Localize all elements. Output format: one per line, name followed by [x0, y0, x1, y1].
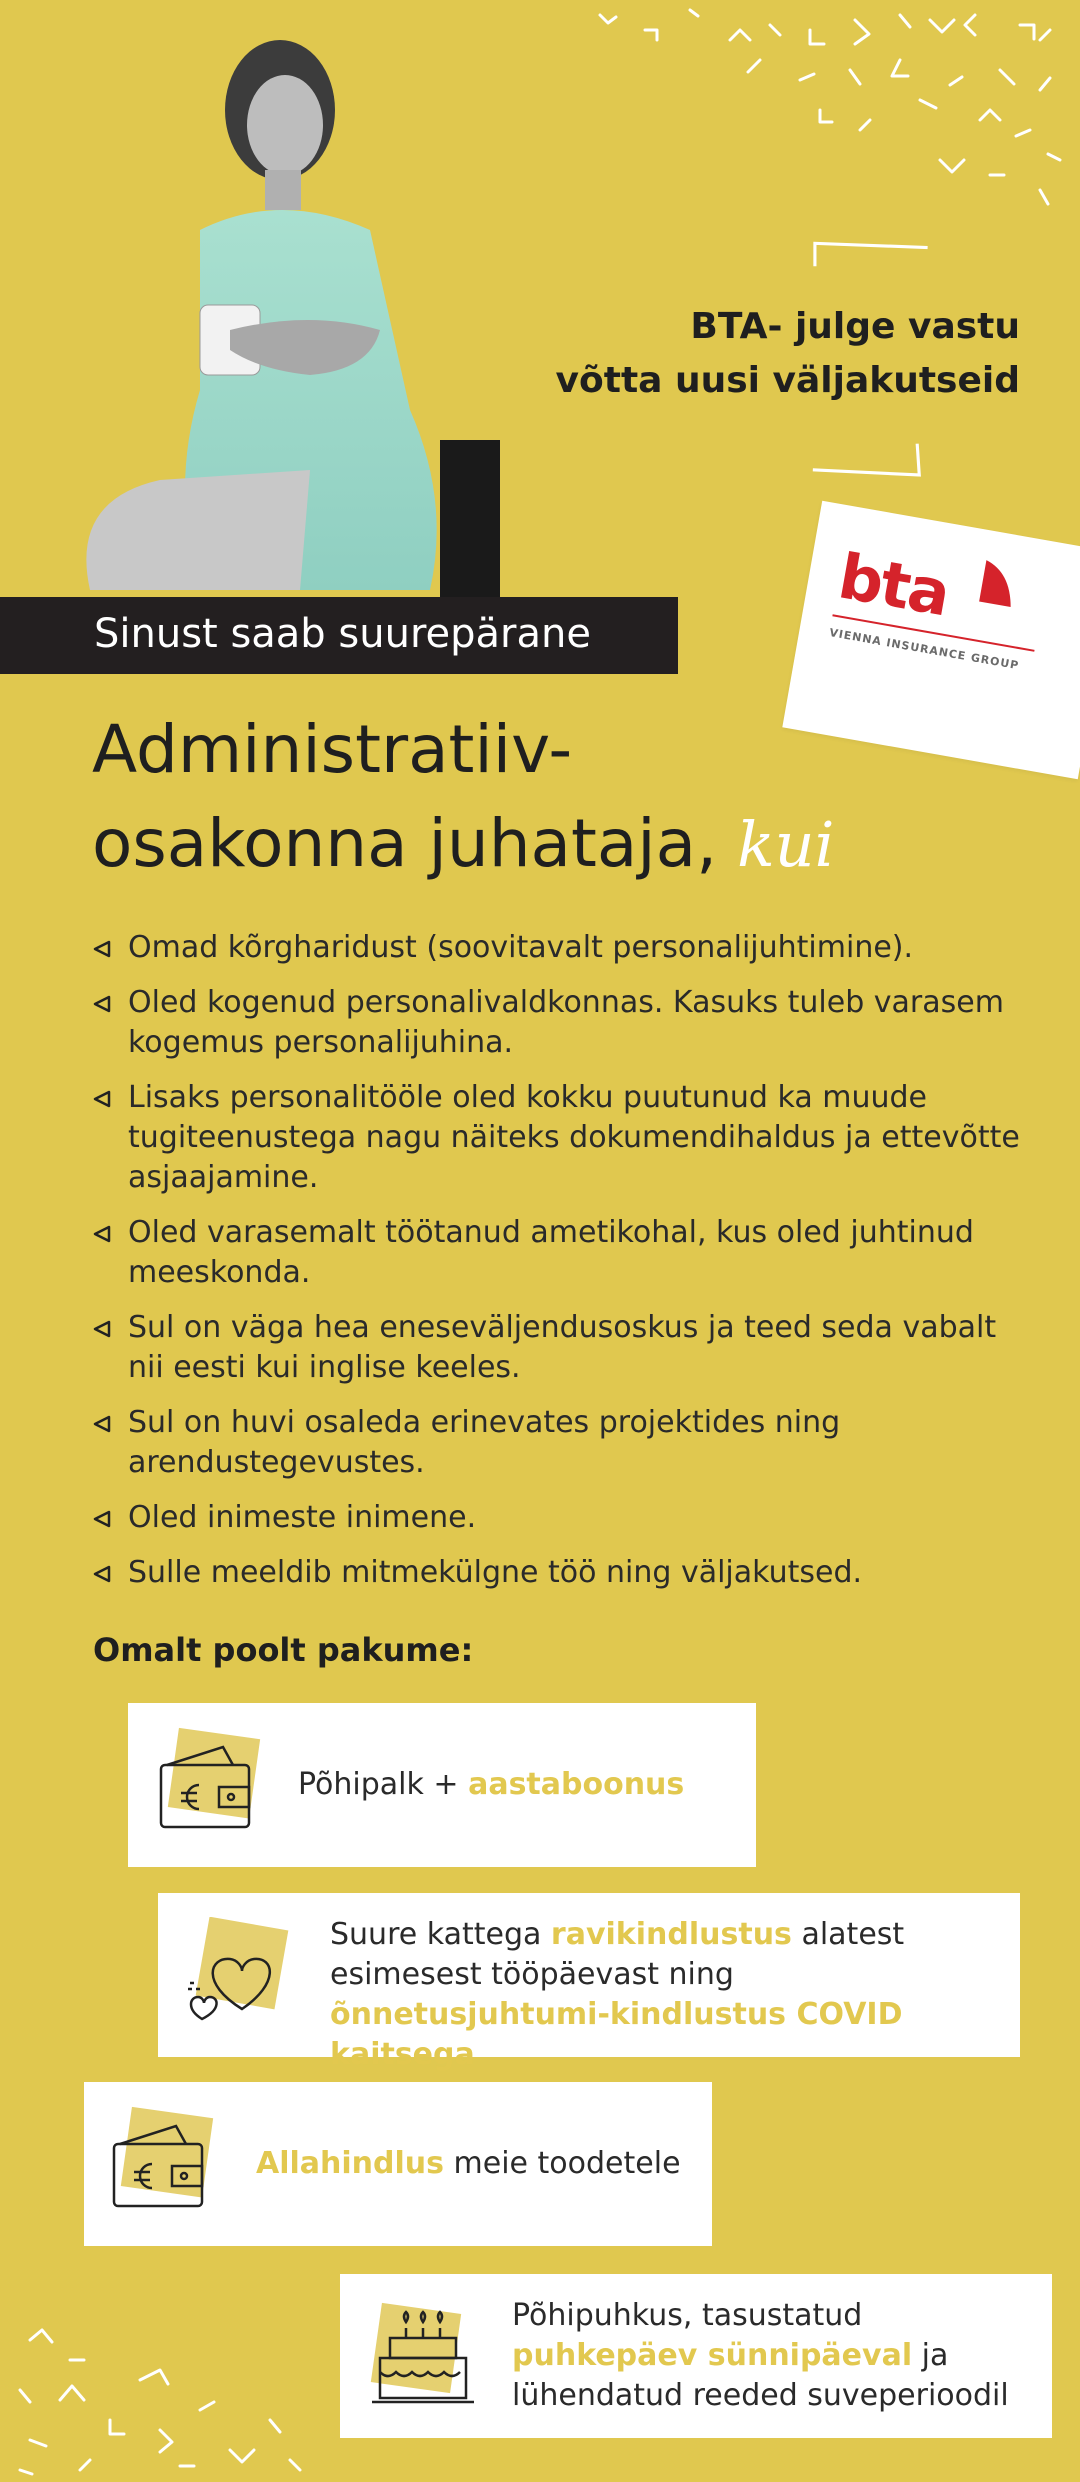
job-title-line-1: Administratiiv-: [92, 711, 573, 788]
tagline-line-2: võtta uusi väljakutseid: [555, 360, 1020, 401]
intro-banner-text: Sinust saab suurepärane: [94, 611, 591, 657]
job-title-line-2: osakonna juhataja,: [92, 805, 718, 882]
sail-icon: [974, 557, 1022, 613]
list-item: Lisaks personalitööle oled kokku puutunud ka muude tugiteenustega nagu näiteks dokumendihaldus ja ettevõtte asjaajamine.: [92, 1078, 1032, 1198]
employee-photo: [50, 30, 510, 600]
offer-card-health-insurance: [158, 1893, 1020, 2072]
triangle-bullet-icon: [92, 1510, 112, 1528]
list-item: Omad kõrgharidust (soovitavalt personalijuhtimine).: [92, 928, 1032, 968]
wallet-euro-icon: [153, 1725, 263, 1835]
requirements-list: [92, 928, 1032, 1608]
heart-icon: [180, 1917, 290, 2027]
job-title: [92, 703, 992, 892]
triangle-bullet-icon: [92, 1225, 112, 1243]
list-item: Oled varasemalt töötanud ametikohal, kus oled juhtinud meeskonda.: [92, 1213, 1032, 1293]
offer-text-discount: Allahindlus meie toodetele: [256, 2146, 681, 2181]
offer-card-vacation: [340, 2274, 1052, 2438]
triangle-bullet-icon: [92, 1090, 112, 1108]
offers-heading: Omalt poolt pakume:: [93, 1631, 474, 1669]
list-item: Oled inimeste inimene.: [92, 1498, 1032, 1538]
list-item: Sul on huvi osaleda erinevates projektides ning arendustegevustes.: [92, 1403, 1032, 1483]
triangle-bullet-icon: [92, 940, 112, 958]
triangle-bullet-icon: [92, 1320, 112, 1338]
triangle-bullet-icon: [92, 995, 112, 1013]
offer-text-health-insurance: Suure kattega ravikindlustus alatest esimesest tööpäevast ning õnnetusjuhtumi-kindlustus COVID kaitsega: [330, 1917, 905, 2072]
list-item: Sulle meeldib mitmekülgne töö ning väljakutsed.: [92, 1553, 1032, 1593]
offer-card-salary: [128, 1703, 756, 1867]
intro-banner: [0, 597, 678, 674]
triangle-bullet-icon: [92, 1565, 112, 1583]
list-item: Sul on väga hea eneseväljendusoskus ja teed seda vabalt nii eesti kui inglise keeles.: [92, 1308, 1032, 1388]
birthday-cake-icon: [368, 2298, 478, 2408]
triangle-bullet-icon: [92, 1415, 112, 1433]
wallet-euro-icon: [106, 2104, 216, 2214]
logo-subtitle: VIENNA INSURANCE GROUP: [828, 626, 1021, 673]
offer-text-vacation: Põhipuhkus, tasustatud puhkepäev sünnipäeval ja lühendatud reeded suveperioodil: [512, 2298, 1009, 2413]
bta-logo-word: bta: [833, 539, 955, 631]
list-item: Oled kogenud personalivaldkonnas. Kasuks tuleb varasem kogemus personalijuhina.: [92, 983, 1032, 1063]
offer-text-salary: Põhipalk + aastaboonus: [298, 1767, 685, 1802]
tagline-line-1: BTA- julge vastu: [690, 306, 1020, 347]
tagline: [520, 300, 1020, 408]
decorative-bracket: [800, 235, 930, 475]
job-title-accent: kui: [737, 808, 835, 881]
offer-card-discount: [84, 2082, 712, 2246]
